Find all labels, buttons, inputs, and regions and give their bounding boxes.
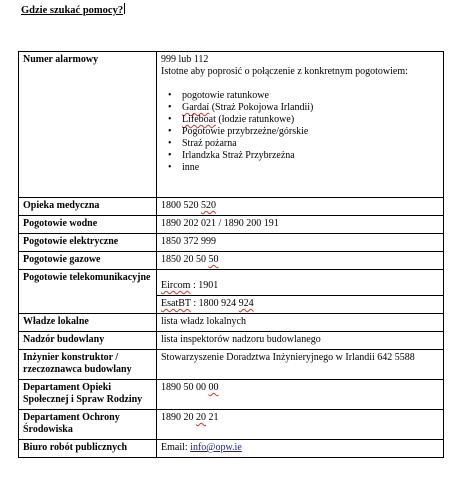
row-label: Pogotowie wodne (19, 216, 157, 234)
list-item: • Gardaí (Straż Pokojowa Irlandii) (182, 102, 440, 114)
row-label: Departament Ochrony Środowiska (19, 410, 157, 440)
emergency-services-list (161, 90, 440, 174)
list-item: • inne (182, 162, 440, 174)
page-title: Gdzie szukać pomocy? (21, 5, 124, 16)
table-row (19, 198, 444, 216)
row-label: Inżynier konstruktor / rzeczoznawca budowlany (19, 350, 157, 380)
table-row-emergency (19, 52, 444, 198)
row-value: Stowarzyszenie Doradztwa Inżynieryjnego w Irlandii 642 5588 (157, 350, 444, 380)
row-label: Władze lokalne (19, 314, 157, 332)
row-label: Departament Opieki Społecznej i Spraw Rodziny (19, 380, 157, 410)
row-label: Pogotowie elektryczne (19, 234, 157, 252)
table-row (19, 440, 444, 458)
spellcheck-word: 00 (208, 382, 219, 393)
spellcheck-word: 520 (201, 200, 216, 211)
email-prefix: Email: (161, 442, 191, 453)
row-value: 1890 50 00 00 (157, 380, 444, 410)
text-cursor (124, 3, 125, 14)
row-value: EsatBT : 1800 924 924 (157, 296, 444, 314)
email-link[interactable]: info@opw.ie (190, 442, 242, 453)
row-value: 1890 202 021 / 1890 200 191 (157, 216, 444, 234)
row-value: lista władz lokalnych (157, 314, 444, 332)
table-row (19, 216, 444, 234)
row-value (157, 52, 444, 198)
row-value: 1850 372 999 (157, 234, 444, 252)
table-row (19, 314, 444, 332)
row-value: lista inspektorów nadzoru budowlanego (157, 332, 444, 350)
list-item: • Straż pożarna (182, 138, 440, 150)
spellcheck-word: EsatBT (161, 298, 191, 309)
row-value: 1800 520 520 (157, 198, 444, 216)
table-row (19, 410, 444, 440)
table-row (19, 234, 444, 252)
table-row (19, 380, 444, 410)
row-value: Eircom : 1901 (157, 270, 444, 296)
list-item: • pogotowie ratunkowe (182, 90, 440, 102)
row-label: Numer alarmowy (19, 52, 157, 198)
spellcheck-word: 20 (196, 412, 206, 423)
row-value (157, 440, 444, 458)
list-item: • Lifeboat (łodzie ratunkowe) (182, 114, 440, 126)
row-label: Biuro robót publicznych (19, 440, 157, 458)
table-row (19, 350, 444, 380)
spellcheck-word: Lifeboat (182, 114, 216, 125)
table-row (19, 270, 444, 296)
spellcheck-word: 924 (238, 298, 254, 309)
row-label: Opieka medyczna (19, 198, 157, 216)
list-item: • Pogotowie przybrzeżne/górskie (182, 126, 440, 138)
row-label: Nadzór budowlany (19, 332, 157, 350)
help-contacts-table (18, 51, 444, 458)
row-label: Pogotowie telekomunikacyjne (19, 270, 157, 314)
table-row (19, 332, 444, 350)
row-label: Pogotowie gazowe (19, 252, 157, 270)
list-item: • Irlandzka Straż Przybrzeżna (182, 150, 440, 162)
row-value: 1850 20 50 50 (157, 252, 444, 270)
spellcheck-word: Gardaí (182, 102, 210, 113)
emergency-note: Istotne aby poprosić o połączenie z konkretnym pogotowiem: (161, 66, 408, 77)
spellcheck-word: 50 (208, 254, 219, 265)
emergency-number: 999 lub 112 (161, 54, 209, 65)
table-row (19, 252, 444, 270)
spellcheck-word: Eircom (161, 280, 191, 291)
row-value: 1890 20 20 21 (157, 410, 444, 440)
